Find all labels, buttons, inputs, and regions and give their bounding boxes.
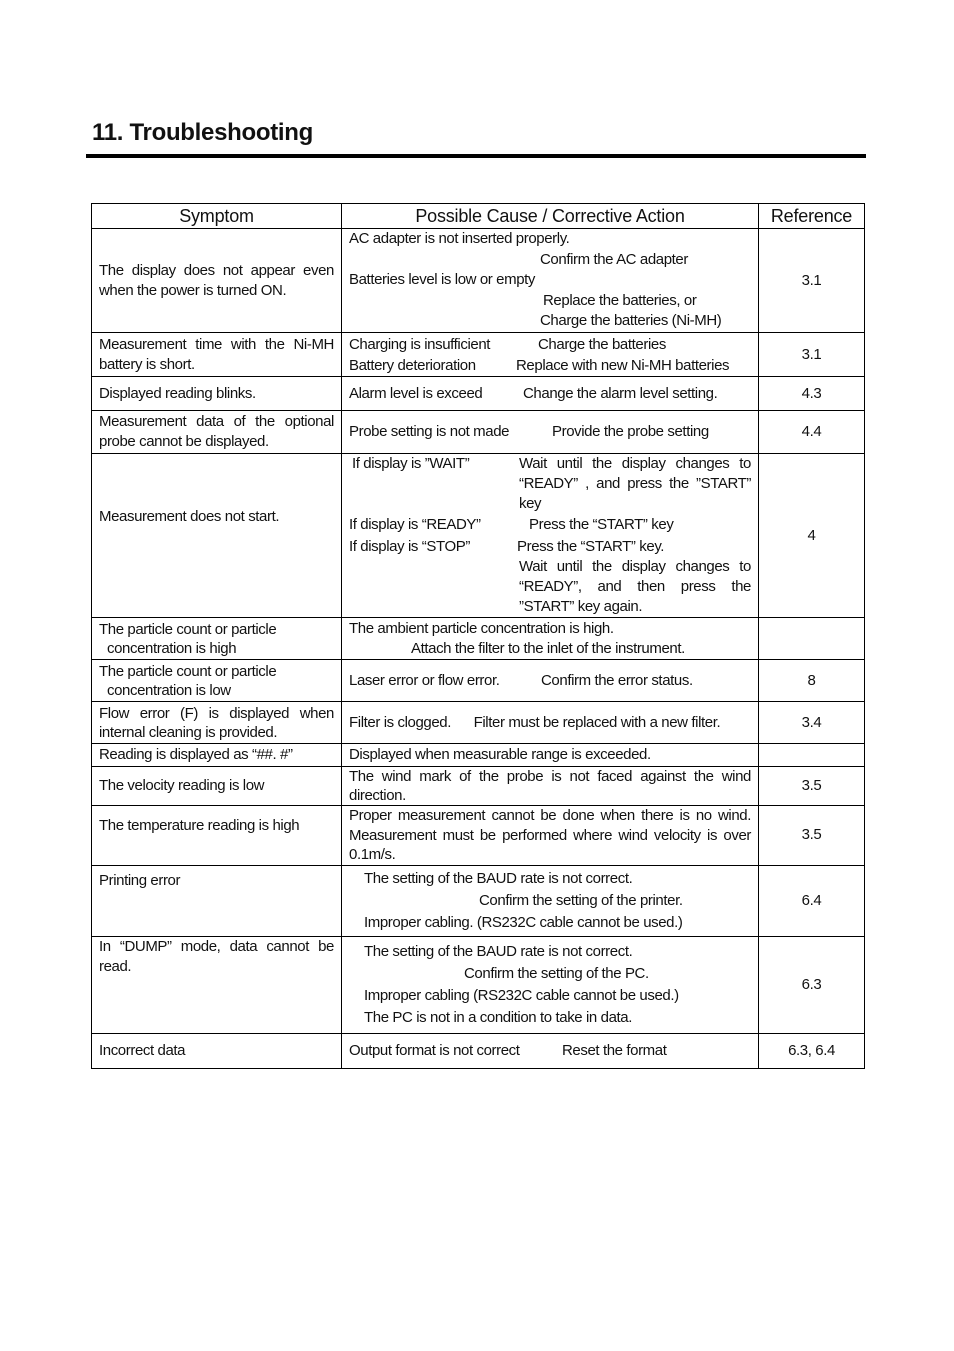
symptom-cell: Flow error (F) is displayed when internal cleaning is provided. — [92, 702, 342, 744]
header-reference: Reference — [759, 204, 865, 229]
cause-line: Replace the batteries, or — [543, 291, 697, 309]
cause-item-stop: If display is “STOP” Press the “START” key. — [349, 538, 665, 555]
symptom-cell: The particle count or particle concentration is low — [92, 660, 342, 702]
cause-cell: Proper measurement cannot be done when there is no wind. Measurement must be performed where wind velocity is over 0.1m/s. — [342, 806, 759, 866]
table-row — [92, 454, 865, 618]
cause-cell — [342, 333, 759, 377]
cause-cell — [342, 865, 759, 936]
cause-cell — [342, 1033, 759, 1068]
symptom-cell: Measurement does not start. — [92, 454, 342, 618]
symptom-cell: Measurement data of the optional probe cannot be displayed. — [92, 411, 342, 454]
table-row — [92, 618, 865, 660]
symptom-cell: Printing error — [92, 865, 342, 936]
symptom-cell: The particle count or particle concentration is high — [92, 618, 342, 660]
cause-cell: Filter is clogged. Filter must be replaced with a new filter. — [342, 702, 759, 744]
header-row — [92, 204, 865, 229]
reference-cell: 8 — [759, 660, 865, 702]
cause-line: Confirm the setting of the printer. — [479, 891, 683, 909]
symptom-cell: The temperature reading is high — [92, 806, 342, 866]
cause-cell — [342, 377, 759, 411]
cause-cell — [342, 229, 759, 333]
cause-line: Charge the batteries (Ni-MH) — [540, 312, 722, 330]
cause-cell: Displayed when measurable range is exceeded. — [342, 744, 759, 767]
cause-line: The setting of the BAUD rate is not correct. — [364, 942, 633, 960]
cause-line: The setting of the BAUD rate is not correct. — [364, 869, 633, 887]
symptom-cell: Incorrect data — [92, 1033, 342, 1068]
cause-line: Confirm the setting of the PC. — [464, 964, 649, 982]
cause-line: Alarm level is exceed Change the alarm level setting. — [349, 384, 718, 402]
table-row — [92, 411, 865, 454]
table-row — [92, 767, 865, 806]
cause-line: Confirm the AC adapter — [540, 250, 688, 268]
reference-cell: 3.4 — [759, 702, 865, 744]
table-row — [92, 377, 865, 411]
cause-line: Improper cabling. (RS232C cable cannot be used.) — [364, 913, 683, 931]
table-row — [92, 744, 865, 767]
header-cause: Possible Cause / Corrective Action — [342, 204, 759, 229]
cause-line: Output format is not correct Reset the format — [349, 1041, 667, 1059]
reference-cell — [759, 744, 865, 767]
reference-cell: 4 — [759, 454, 865, 618]
cause-line: Charging is insufficient Charge the batteries — [349, 335, 666, 353]
table-row — [92, 702, 865, 744]
table-row — [92, 865, 865, 936]
cause-line: The ambient particle concentration is high. — [349, 619, 614, 637]
page-title: 11. Troubleshooting — [92, 119, 313, 146]
reference-cell: 3.5 — [759, 767, 865, 806]
reference-cell — [759, 618, 865, 660]
cause-cell — [342, 936, 759, 1033]
table-row — [92, 806, 865, 866]
symptom-cell: In “DUMP” mode, data cannot be read. — [92, 936, 342, 1033]
header-symptom: Symptom — [92, 204, 342, 229]
cause-cell — [342, 660, 759, 702]
cause-cell — [342, 618, 759, 660]
reference-cell: 3.5 — [759, 806, 865, 866]
table-row — [92, 936, 865, 1033]
cause-line: Probe setting is not made Provide the probe setting — [349, 423, 709, 440]
table-row — [92, 660, 865, 702]
table-row — [92, 229, 865, 333]
reference-cell: 3.1 — [759, 333, 865, 377]
cause-cell: The wind mark of the probe is not faced against the wind direction. — [342, 767, 759, 806]
cause-line: Improper cabling (RS232C cable cannot be used.) — [364, 986, 679, 1004]
cause-line: Batteries level is low or empty — [349, 271, 536, 289]
title-rule — [86, 154, 866, 158]
cause-cell — [342, 454, 759, 618]
cause-line: Battery deterioration Replace with new Ni-MH batteries — [349, 356, 730, 374]
cause-item-ready: If display is “READY” Press the “START” key — [349, 516, 674, 533]
table-row — [92, 1033, 865, 1068]
cause-line: AC adapter is not inserted properly. — [349, 230, 570, 248]
troubleshooting-table — [91, 203, 865, 1069]
table-row — [92, 333, 865, 377]
symptom-cell: The velocity reading is low — [92, 767, 342, 806]
cause-line: Laser error or flow error. Confirm the error status. — [349, 671, 693, 689]
symptom-cell: The display does not appear even when the power is turned ON. — [92, 229, 342, 333]
reference-cell: 6.3 — [759, 936, 865, 1033]
cause-cell — [342, 411, 759, 454]
reference-cell: 6.4 — [759, 865, 865, 936]
symptom-cell: Measurement time with the Ni-MH battery is short. — [92, 333, 342, 377]
cause-line: The PC is not in a condition to take in data. — [364, 1008, 633, 1026]
reference-cell: 6.3, 6.4 — [759, 1033, 865, 1068]
cause-item-wait: If display is ”WAIT” Wait until the display changes to “READY” , and press the ”START” key — [352, 455, 751, 512]
reference-cell: 4.4 — [759, 411, 865, 454]
reference-cell: 3.1 — [759, 229, 865, 333]
symptom-cell: Reading is displayed as “##. #” — [92, 744, 342, 767]
reference-cell: 4.3 — [759, 377, 865, 411]
cause-item-stop-detail: Wait until the display changes to “READY”, and then press the ”START” key again. — [519, 558, 751, 615]
symptom-cell: Displayed reading blinks. — [92, 377, 342, 411]
cause-line: Attach the filter to the inlet of the instrument. — [411, 639, 685, 657]
